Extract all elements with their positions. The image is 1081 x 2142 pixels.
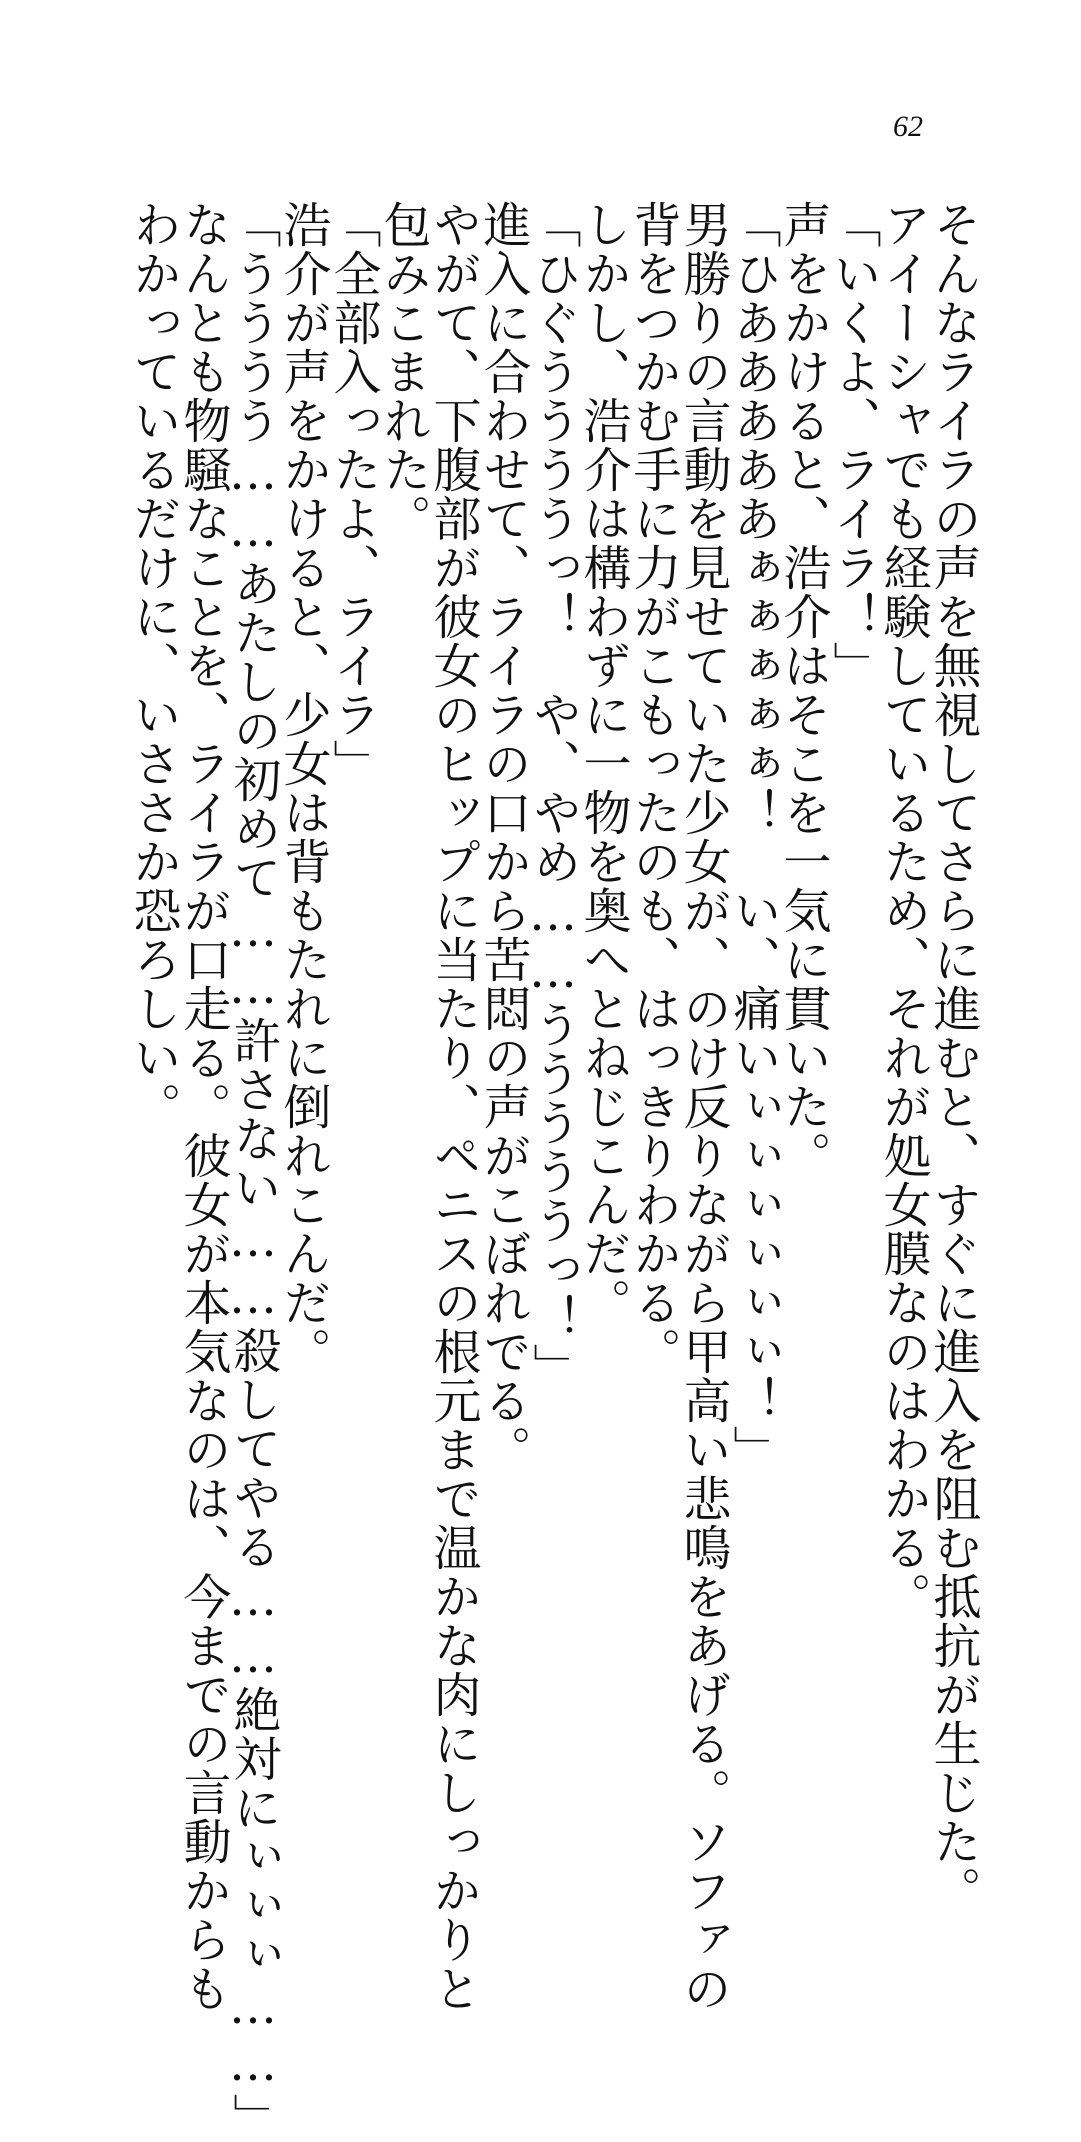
text-line: 「ひあああああぁぁぁぁぁ！ い、痛いぃぃぃぃぃぃ！」 bbox=[725, 200, 781, 1474]
text-line: アイーシャでも経験しているため、それが処女膜なのはわかる。 bbox=[875, 200, 931, 1621]
page-number: 62 bbox=[893, 110, 923, 143]
text-line: 「いくよ、ライラ！」 bbox=[825, 200, 881, 690]
body-text bbox=[118, 200, 981, 2142]
text-line: 進入に合わせて、ライラの口から苦悶の声がこぼれでる。 bbox=[475, 200, 531, 1474]
text-line: なんとも物騒なことを、ライラが口走る。彼女が本気なのは、今までの言動からも bbox=[175, 200, 231, 2013]
text-line: 背をつかむ手に力がこもったのも、はっきりわかる。 bbox=[625, 200, 681, 1376]
text-line: 声をかけると、浩介はそこを一気に貫いた。 bbox=[775, 200, 831, 1180]
text-line: やがて、下腹部が彼女のヒップに当たり、ペニスの根元まで温かな肉にしっかりと bbox=[425, 200, 481, 2013]
text-line: 「うううう……あたしの初めて……許さない……殺してやる……絶対にぃぃぃ……」 bbox=[225, 200, 281, 2142]
text-line: 包みこまれた。 bbox=[375, 200, 431, 543]
text-line: そんなライラの声を無視してさらに進むと、すぐに進入を阻む抵抗が生じた。 bbox=[925, 200, 981, 1915]
text-line: 「ひぐううううっ！ や、やめ……うううううっ！」 bbox=[525, 200, 581, 1392]
text-line: 男勝りの言動を見せていた少女が、のけ反りながら甲高い悲鳴をあげる。ソファの bbox=[675, 200, 731, 2013]
text-line: 「全部入ったよ、ライラ」 bbox=[325, 200, 381, 788]
text-line: 浩介が声をかけると、少女は背もたれに倒れこんだ。 bbox=[275, 200, 331, 1376]
text-line: しかし、浩介は構わずに一物を奥へとねじこんだ。 bbox=[575, 200, 631, 1327]
text-line: わかっているだけに、いささか恐ろしい。 bbox=[125, 200, 181, 1131]
